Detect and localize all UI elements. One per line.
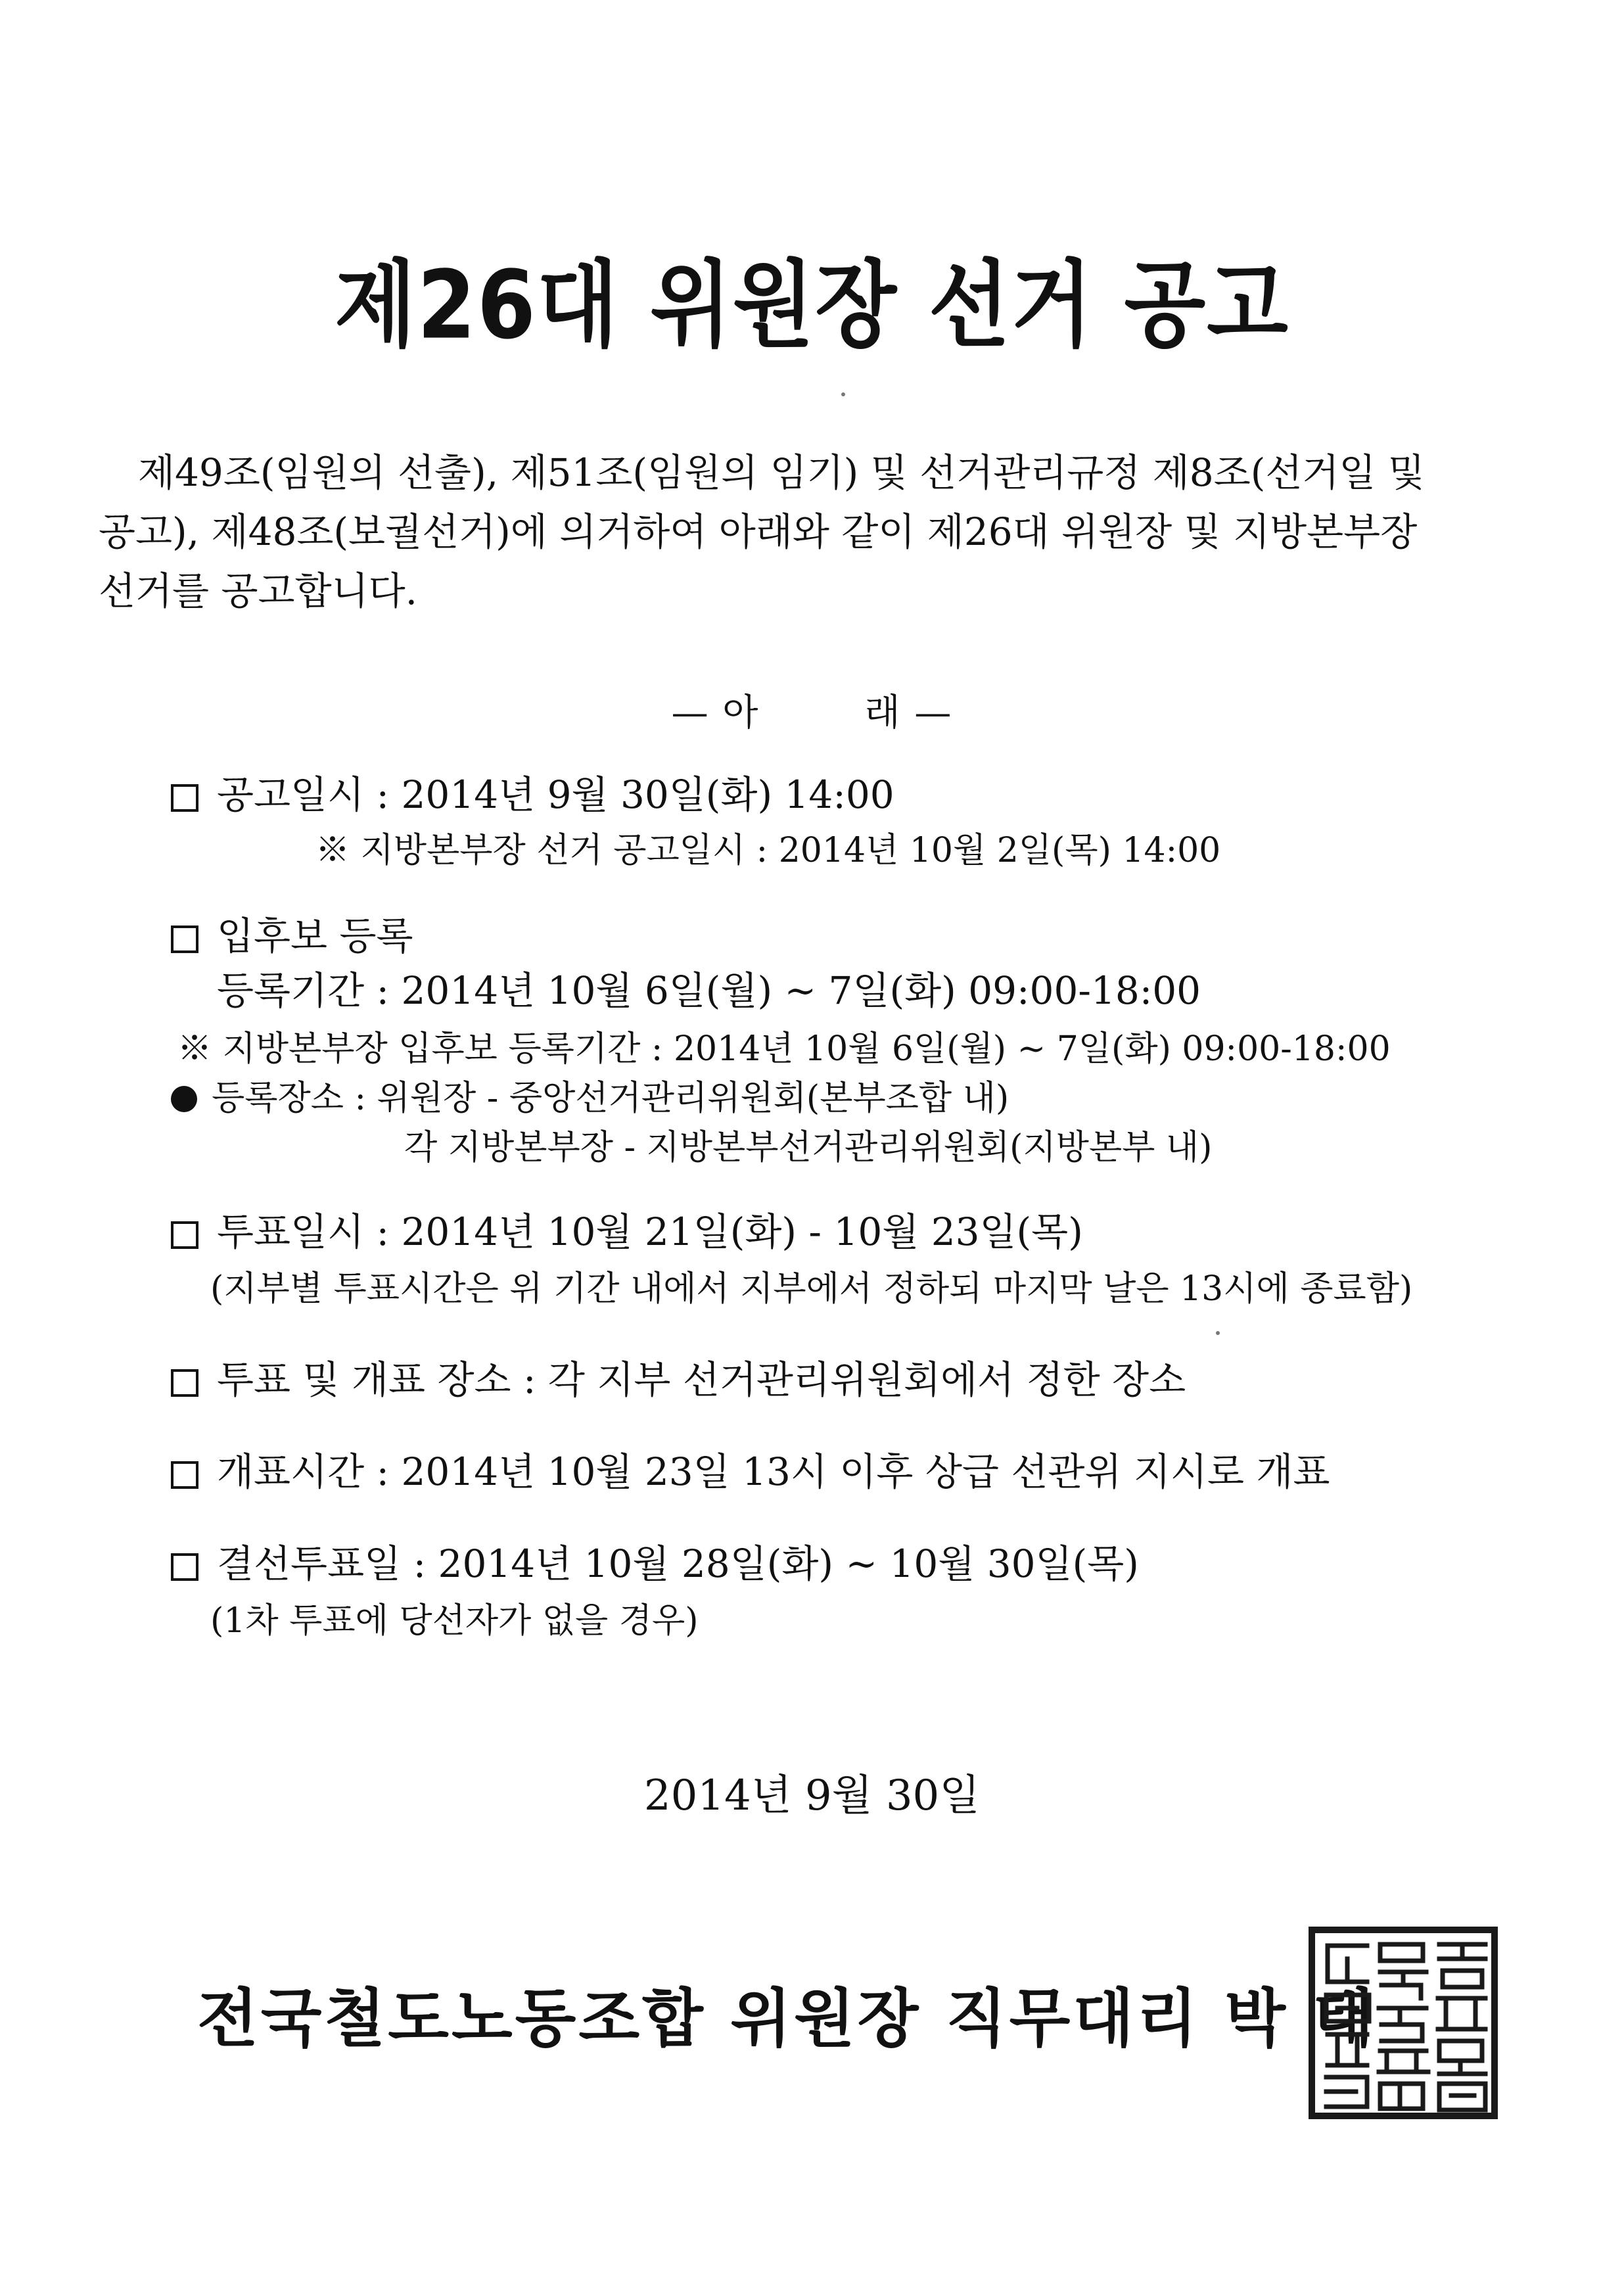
section-runoff	[171, 1541, 1139, 1586]
document-date: 2014년 9월 30일	[643, 1771, 981, 1820]
venue-label: 투표 및 개표 장소 : 각 지부 선거관리위원회에서 정한 장소	[217, 1357, 1186, 1402]
registration-label: 입후보 등록	[217, 914, 413, 958]
signature-line: 전국철도노동조합 위원장 직무대리 박 태	[197, 1982, 1377, 2055]
checkbox-icon	[171, 1553, 198, 1581]
section-registration	[171, 914, 413, 958]
runoff-label: 결선투표일 : 2014년 10월 28일(화) ~ 10월 30일(목)	[217, 1541, 1139, 1586]
section-voting	[171, 1209, 1083, 1254]
arae-heading	[0, 684, 1624, 736]
section-venue	[171, 1357, 1186, 1402]
voting-note: (지부별 투표시간은 위 기간 내에서 지부에서 정하되 마지막 날은 13시에 종료함)	[210, 1269, 1413, 1309]
checkbox-icon	[171, 925, 198, 953]
announce-note: ※ 지방본부장 선거 공고일시 : 2014년 10월 2일(목) 14:00	[315, 831, 1221, 870]
arae-left: — 아	[671, 691, 760, 734]
scan-speck	[1216, 1331, 1220, 1335]
intro-line-1: 제49조(임원의 선출), 제51조(임원의 임기) 및 선거관리규정 제8조(선거일 및	[138, 450, 1425, 495]
official-seal-icon	[1308, 1926, 1498, 2120]
counting-label: 개표시간 : 2014년 10월 23일 13시 이후 상급 선관위 지시로 개표	[217, 1449, 1330, 1494]
bullet-icon	[171, 1086, 197, 1112]
document-title: 제26대 위원장 선거 공고	[335, 250, 1289, 361]
section-counting	[171, 1449, 1330, 1494]
registration-place-2: 각 지방본부장 - 지방본부선거관리위원회(지방본부 내)	[404, 1128, 1213, 1167]
checkbox-icon	[171, 1461, 198, 1489]
voting-label: 투표일시 : 2014년 10월 21일(화) - 10월 23일(목)	[217, 1209, 1083, 1254]
section-announce	[171, 772, 894, 817]
intro-line-3: 선거를 공고합니다.	[99, 569, 418, 613]
checkbox-icon	[171, 1221, 198, 1249]
arae-right: 래 —	[864, 691, 953, 734]
runoff-note: (1차 투표에 당선자가 없을 경우)	[210, 1601, 699, 1641]
registration-place-text: 등록장소 : 위원장 - 중앙선거관리위원회(본부조합 내)	[212, 1079, 1009, 1118]
registration-period: 등록기간 : 2014년 10월 6일(월) ~ 7일(화) 09:00-18:00	[217, 968, 1201, 1013]
scan-speck	[841, 392, 845, 396]
checkbox-icon	[171, 784, 198, 812]
registration-place	[171, 1079, 1009, 1118]
checkbox-icon	[171, 1369, 198, 1397]
intro-line-2: 공고), 제48조(보궐선거)에 의거하여 아래와 같이 제26대 위원장 및 지방본부장	[99, 509, 1418, 554]
registration-note: ※ 지방본부장 입후보 등록기간 : 2014년 10월 6일(월) ~ 7일(화) 09:00-18:00	[177, 1029, 1391, 1069]
announce-label: 공고일시 : 2014년 9월 30일(화) 14:00	[217, 772, 894, 817]
